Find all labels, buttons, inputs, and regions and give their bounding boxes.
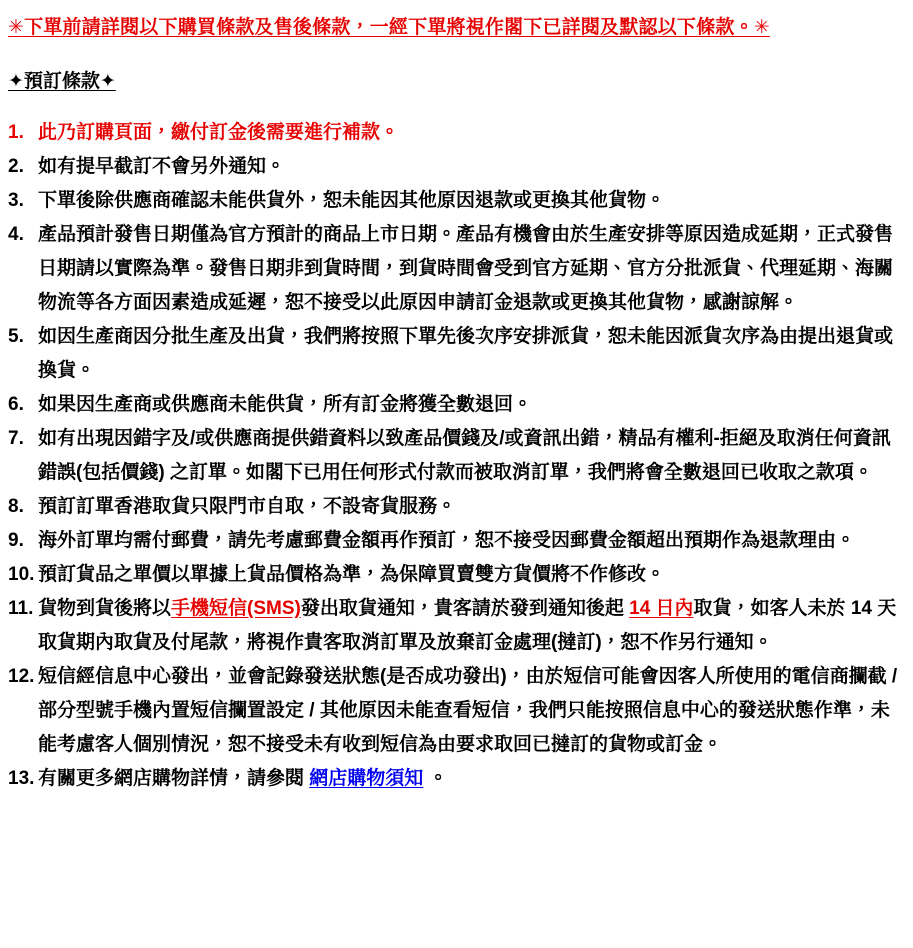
term-item-11: [8, 592, 903, 660]
term-text: [38, 218, 903, 320]
term-item-10: [8, 558, 903, 592]
term-text: [38, 490, 903, 524]
term-text: [38, 762, 903, 796]
term-number: 7.: [8, 428, 24, 449]
term-segment: 。: [423, 768, 448, 789]
term-segment: 有關更多網店購物詳情，請參閱: [38, 768, 310, 789]
term-text: [38, 150, 903, 184]
term-item-12: [8, 660, 903, 762]
sms-notice-highlight: 手機短信(SMS): [171, 598, 301, 619]
term-number: 8.: [8, 496, 24, 517]
term-segment: 貨物到貨後將以: [38, 598, 172, 619]
term-segment: 如因生產商因分批生產及出貨，我們將按照下單先後次序安排派貨，恕未能因派貨次序為由提出退貨或換貨。: [38, 326, 894, 381]
term-text: [38, 524, 903, 558]
pickup-deadline-highlight: 14 日內: [629, 598, 694, 619]
term-number: 5.: [8, 326, 24, 347]
term-item-6: [8, 388, 903, 422]
term-number: 10.: [8, 564, 35, 585]
term-segment: 此乃訂購頁面，繳付訂金後需要進行補款。: [38, 122, 400, 143]
term-number: 13.: [8, 768, 35, 789]
term-segment: 取貨，如客人未於 14 天取貨期內取貨及付尾款，將視作貴客取消訂單及放棄訂金處理(撻訂)，恕不作另行通知。: [38, 598, 897, 653]
term-item-3: [8, 184, 903, 218]
term-segment: 短信經信息中心發出，並會記錄發送狀態(是否成功發出)，由於短信可能會因客人所使用的電信商攔截 / 部分型號手機內置短信攔置設定 / 其他原因未能查看短信，我們只能按照信息中心的發送狀態作準，未能考慮客人個別情況，恕不接受未有收到短信為由要求取回已撻訂的貨物或訂金。: [38, 666, 898, 755]
term-segment: 下單後除供應商確認未能供貨外，恕未能因其他原因退款或更換其他貨物。: [38, 190, 666, 211]
term-text: [38, 422, 903, 490]
term-number: 12.: [8, 666, 35, 687]
term-item-1: [8, 116, 903, 150]
term-number: 1.: [8, 122, 24, 143]
term-segment: 如果因生產商或供應商未能供貨，所有訂金將獲全數退回。: [38, 394, 533, 415]
term-number: 6.: [8, 394, 24, 415]
term-segment: 發出取貨通知，貴客請於發到通知後起: [300, 598, 630, 619]
term-item-2: [8, 150, 903, 184]
term-number: 4.: [8, 224, 24, 245]
term-number: 2.: [8, 156, 24, 177]
term-item-8: [8, 490, 903, 524]
term-number: 3.: [8, 190, 24, 211]
term-text: [38, 116, 903, 150]
term-segment: 預訂貨品之單價以單據上貨品價格為準，為保障買賣雙方貨價將不作修改。: [38, 564, 666, 585]
term-segment: 如有出現因錯字及/或供應商提供錯資料以致產品價錢及/或資訊出錯，精品有權利-拒絕及取消任何資訊錯誤(包括價錢) 之訂單。如閣下已用任何形式付款而被取消訂單，我們將會全數退回已收取之款項。: [38, 428, 891, 483]
purchase-notice-banner: ✳下單前請詳閱以下購買條款及售後條款，一經下單將視作閣下已詳閱及默認以下條款。✳: [8, 17, 770, 38]
term-number: 9.: [8, 530, 24, 551]
section-title-preorder-terms: ✦預訂條款✦: [8, 71, 116, 92]
term-item-4: [8, 218, 903, 320]
term-text: [38, 184, 903, 218]
term-text: [38, 592, 903, 660]
term-segment: 海外訂單均需付郵費，請先考慮郵費金額再作預訂，恕不接受因郵費金額超出預期作為退款理由。: [38, 530, 856, 551]
term-item-7: [8, 422, 903, 490]
term-text: [38, 660, 903, 762]
term-segment: 預訂訂單香港取貨只限門市自取，不設寄貨服務。: [38, 496, 457, 517]
term-item-9: [8, 524, 903, 558]
terms-list: [8, 116, 903, 796]
term-text: [38, 388, 903, 422]
term-number: 11.: [8, 598, 34, 619]
online-store-notice-link[interactable]: 網店購物須知: [309, 768, 424, 789]
term-item-13: [8, 762, 903, 796]
term-segment: 如有提早截訂不會另外通知。: [38, 156, 286, 177]
term-text: [38, 558, 903, 592]
term-text: [38, 320, 903, 388]
term-item-5: [8, 320, 903, 388]
term-segment: 產品預計發售日期僅為官方預計的商品上市日期。產品有機會由於生產安排等原因造成延期，正式發售日期請以實際為準。發售日期非到貨時間，到貨時間會受到官方延期、官方分批派貨、代理延期、海關物流等各方面因素造成延遲，恕不接受以此原因申請訂金退款或更換其他貨物，感謝諒解。: [38, 224, 894, 313]
